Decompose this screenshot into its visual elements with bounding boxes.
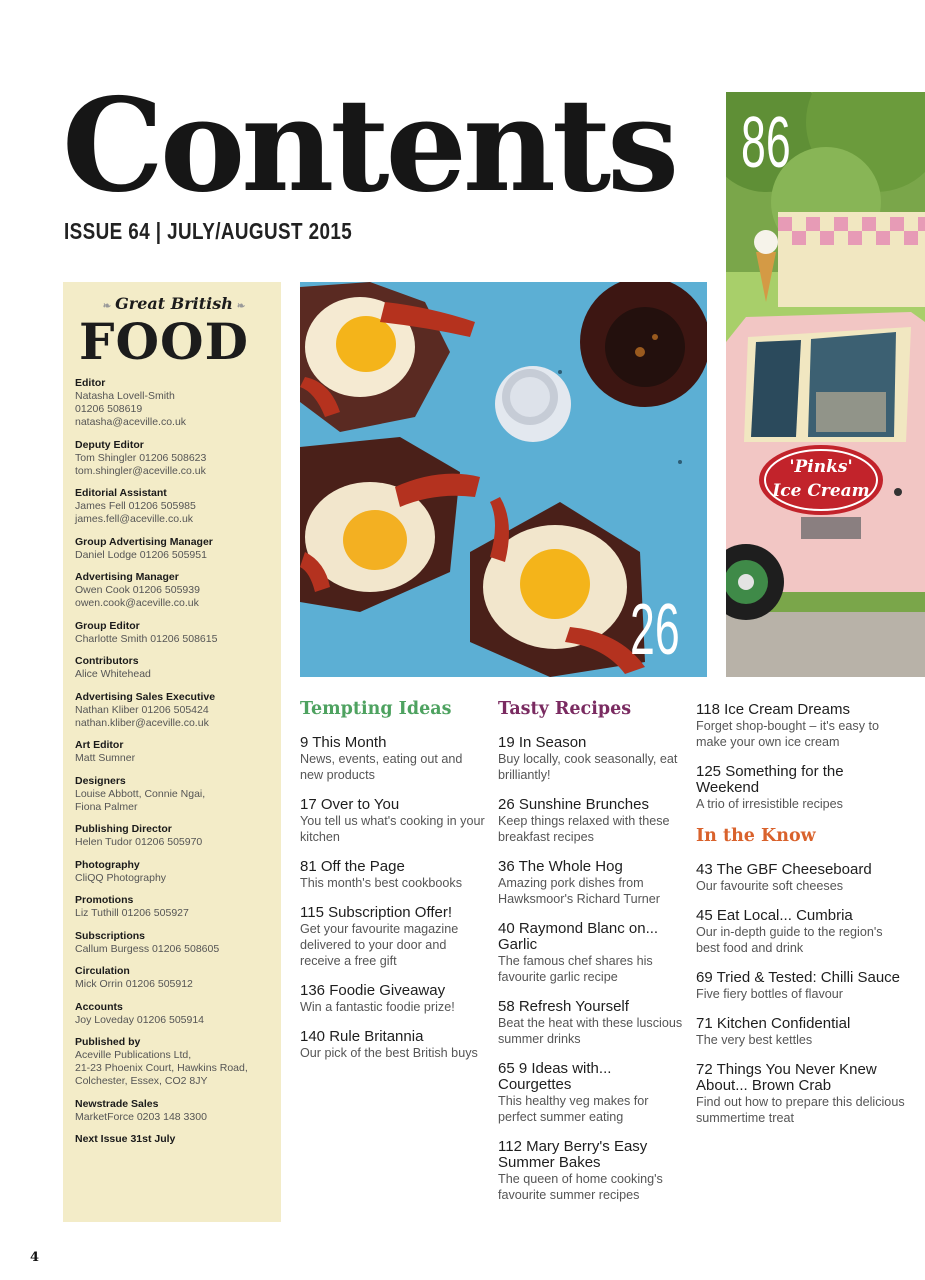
entry-description: A trio of irresistible recipes: [696, 797, 843, 811]
staff-entry: [75, 930, 275, 956]
logo-food: FOOD: [79, 312, 249, 371]
staff-entry: [75, 377, 275, 429]
ornament-right-icon: ❧: [236, 301, 246, 312]
staff-role: Contributors: [75, 655, 139, 667]
issue-line: ISSUE 64 | JULY/AUGUST 2015: [64, 218, 353, 244]
entry-title: 17 Over to You: [300, 796, 400, 813]
staff-entry: [75, 894, 275, 920]
entry-description: Forget shop-bought – it's easy to make your own ice cream: [696, 719, 880, 749]
contents-entry[interactable]: [300, 859, 485, 891]
staff-role: Next Issue 31st July: [75, 1133, 176, 1145]
logo-subtitle: [89, 294, 259, 313]
masthead-panel: [63, 282, 281, 1222]
staff-entry: [75, 1036, 275, 1088]
staff-role: Art Editor: [75, 739, 124, 751]
staff-role: Circulation: [75, 965, 130, 977]
staff-detail: James Fell 01206 505985: [75, 500, 196, 512]
staff-role: Group Editor: [75, 619, 140, 632]
entry-title: 26 Sunshine Brunches: [498, 796, 649, 813]
staff-detail: Nathan Kliber 01206 505424: [75, 703, 209, 716]
staff-entry: [75, 965, 275, 991]
entry-title: 40 Raymond Blanc on... Garlic: [498, 920, 659, 953]
contents-entry[interactable]: [696, 908, 906, 956]
entry-description: The queen of home cooking's favourite summer recipes: [498, 1172, 663, 1202]
entry-description: Win a fantastic foodie prize!: [300, 1000, 455, 1014]
section-heading: Tasty Recipes: [498, 699, 632, 719]
staff-detail: Helen Tudor 01206 505970: [75, 836, 203, 848]
contents-entry[interactable]: [696, 862, 906, 894]
van-sign-bottom: Ice Cream: [772, 481, 870, 501]
staff-detail: Joy Loveday 01206 505914: [75, 1013, 205, 1026]
contents-entry[interactable]: [300, 797, 485, 845]
entry-title: 136 Foodie Giveaway: [300, 982, 446, 999]
ornament-left-icon: ❧: [102, 301, 112, 312]
staff-entry: [75, 1098, 275, 1124]
van-sign-top: 'Pinks': [789, 457, 853, 477]
staff-entry: [75, 439, 275, 478]
staff-detail: natasha@aceville.co.uk: [75, 416, 187, 428]
entry-description: You tell us what's cooking in your kitchen: [300, 814, 485, 844]
column-tasty-recipes: [498, 699, 683, 1217]
staff-list: [75, 377, 275, 1156]
logo-top-text: Great British: [115, 294, 233, 313]
entry-title: 72 Things You Never Knew About... Brown Crab: [696, 1061, 877, 1094]
staff-entry: [75, 859, 275, 885]
staff-role: Group Advertising Manager: [75, 535, 213, 548]
entry-description: Our pick of the best British buys: [300, 1046, 478, 1060]
entry-description: Our favourite soft cheeses: [696, 879, 843, 893]
staff-role: Editor: [75, 377, 106, 389]
contents-entry[interactable]: [498, 735, 683, 783]
entry-title: 140 Rule Britannia: [300, 1028, 424, 1045]
contents-entry[interactable]: [696, 1016, 906, 1048]
entry-description: Amazing pork dishes from Hawksmoor's Richard Turner: [498, 876, 660, 906]
entry-description: The very best kettles: [696, 1033, 813, 1047]
page-ref-26: 26: [630, 590, 680, 670]
contents-entry[interactable]: [696, 764, 906, 812]
contents-entry[interactable]: [498, 859, 683, 907]
column-tempting-ideas: [300, 699, 485, 1075]
staff-detail: Liz Tuthill 01206 505927: [75, 907, 189, 919]
staff-detail: Natasha Lovell-Smith: [75, 390, 175, 402]
staff-entry: [75, 487, 275, 526]
contents-entry[interactable]: [696, 1062, 906, 1126]
staff-detail: tom.shingler@aceville.co.uk: [75, 464, 206, 477]
entry-title: 125 Something for the Weekend: [696, 763, 844, 796]
entry-title: 36 The Whole Hog: [498, 858, 623, 875]
staff-entry: [75, 620, 275, 646]
entry-title: 81 Off the Page: [300, 858, 405, 875]
ice-cream-van-photo[interactable]: [726, 92, 925, 677]
contents-entry[interactable]: [300, 983, 485, 1015]
staff-role: Subscriptions: [75, 929, 146, 942]
staff-detail: 21-23 Phoenix Court, Hawkins Road,: [75, 1062, 248, 1074]
entry-title: 65 9 Ideas with... Courgettes: [498, 1060, 612, 1093]
contents-entry[interactable]: [498, 1061, 683, 1125]
staff-detail: Louise Abbott, Connie Ngai,: [75, 787, 206, 800]
entry-title: 58 Refresh Yourself: [498, 998, 629, 1015]
entry-description: Our in-depth guide to the region's best food and drink: [696, 925, 883, 955]
staff-detail: Mick Orrin 01206 505912: [75, 978, 193, 990]
brunch-photo[interactable]: [300, 282, 707, 677]
staff-detail: Aceville Publications Ltd,: [75, 1049, 192, 1061]
entry-title: 112 Mary Berry's Easy Summer Bakes: [498, 1138, 648, 1171]
staff-detail: MarketForce 0203 148 3300: [75, 1110, 207, 1123]
staff-detail: Callum Burgess 01206 508605: [75, 942, 220, 955]
entry-description: This month's best cookbooks: [300, 876, 463, 890]
entry-description: Find out how to prepare this delicious summertime treat: [696, 1095, 905, 1125]
entry-title: 71 Kitchen Confidential: [696, 1015, 851, 1032]
staff-role: Designers: [75, 774, 126, 787]
entry-title: 69 Tried & Tested: Chilli Sauce: [696, 969, 901, 986]
column-in-the-know: [696, 702, 906, 1140]
contents-entry[interactable]: [498, 921, 683, 985]
staff-entry: [75, 571, 275, 610]
staff-entry: [75, 775, 275, 814]
section-heading: In the Know: [696, 826, 816, 846]
staff-entry: [75, 1001, 275, 1027]
staff-detail: nathan.kliber@aceville.co.uk: [75, 716, 209, 729]
staff-entry: [75, 1133, 275, 1146]
entry-title: 45 Eat Local... Cumbria: [696, 907, 853, 924]
staff-detail: Colchester, Essex, CO2 8JY: [75, 1075, 208, 1087]
entry-title: 9 This Month: [300, 734, 387, 751]
staff-role: Advertising Manager: [75, 571, 179, 583]
section-heading: Tempting Ideas: [300, 699, 452, 719]
staff-detail: Tom Shingler 01206 508623: [75, 451, 207, 464]
staff-detail: 01206 508619: [75, 403, 143, 415]
staff-detail: james.fell@aceville.co.uk: [75, 513, 194, 525]
entry-title: 118 Ice Cream Dreams: [696, 701, 850, 718]
contents-entry[interactable]: [696, 702, 906, 750]
staff-detail: owen.cook@aceville.co.uk: [75, 597, 199, 609]
page-ref-86: 86: [741, 103, 791, 183]
staff-entry: [75, 536, 275, 562]
staff-role: Newstrade Sales: [75, 1097, 159, 1110]
entry-description: News, events, eating out and new products: [300, 752, 463, 782]
contents-entry[interactable]: [300, 735, 485, 783]
staff-detail: CliQQ Photography: [75, 871, 167, 884]
contents-entry[interactable]: [498, 1139, 683, 1203]
entry-title: 115 Subscription Offer!: [300, 904, 453, 921]
staff-role: Deputy Editor: [75, 438, 144, 451]
contents-entry[interactable]: [498, 797, 683, 845]
contents-entry[interactable]: [300, 905, 485, 969]
staff-entry: [75, 691, 275, 730]
staff-detail: Daniel Lodge 01206 505951: [75, 548, 207, 561]
contents-entry[interactable]: [300, 1029, 485, 1061]
entry-description: The famous chef shares his favourite garlic recipe: [498, 954, 653, 984]
entry-title: 43 The GBF Cheeseboard: [696, 861, 872, 878]
staff-role: Accounts: [75, 1000, 123, 1013]
staff-role: Published by: [75, 1036, 141, 1048]
staff-entry: [75, 823, 275, 849]
page-title: Contents: [62, 71, 676, 221]
staff-role: Editorial Assistant: [75, 487, 167, 499]
entry-description: Keep things relaxed with these breakfast recipes: [498, 814, 670, 844]
entry-title: 19 In Season: [498, 734, 587, 751]
contents-entry[interactable]: [498, 999, 683, 1047]
staff-entry: [75, 739, 275, 765]
page-number: 4: [30, 1250, 40, 1265]
staff-role: Promotions: [75, 894, 134, 906]
staff-detail: Owen Cook 01206 505939: [75, 584, 200, 596]
contents-entry[interactable]: [696, 970, 906, 1002]
staff-detail: Charlotte Smith 01206 508615: [75, 632, 218, 645]
staff-role: Photography: [75, 858, 140, 871]
staff-role: Publishing Director: [75, 823, 172, 835]
entry-description: Buy locally, cook seasonally, eat brilliantly!: [498, 752, 678, 782]
staff-detail: Fiona Palmer: [75, 800, 138, 813]
entry-description: This healthy veg makes for perfect summer eating: [498, 1094, 649, 1124]
entry-description: Beat the heat with these luscious summer drinks: [498, 1016, 683, 1046]
entry-description: Get your favourite magazine delivered to your door and receive a free gift: [300, 922, 459, 968]
staff-entry: [75, 655, 275, 681]
staff-role: Advertising Sales Executive: [75, 690, 216, 703]
entry-description: Five fiery bottles of flavour: [696, 987, 843, 1001]
staff-detail: Alice Whitehead: [75, 668, 151, 680]
staff-detail: Matt Sumner: [75, 752, 136, 764]
